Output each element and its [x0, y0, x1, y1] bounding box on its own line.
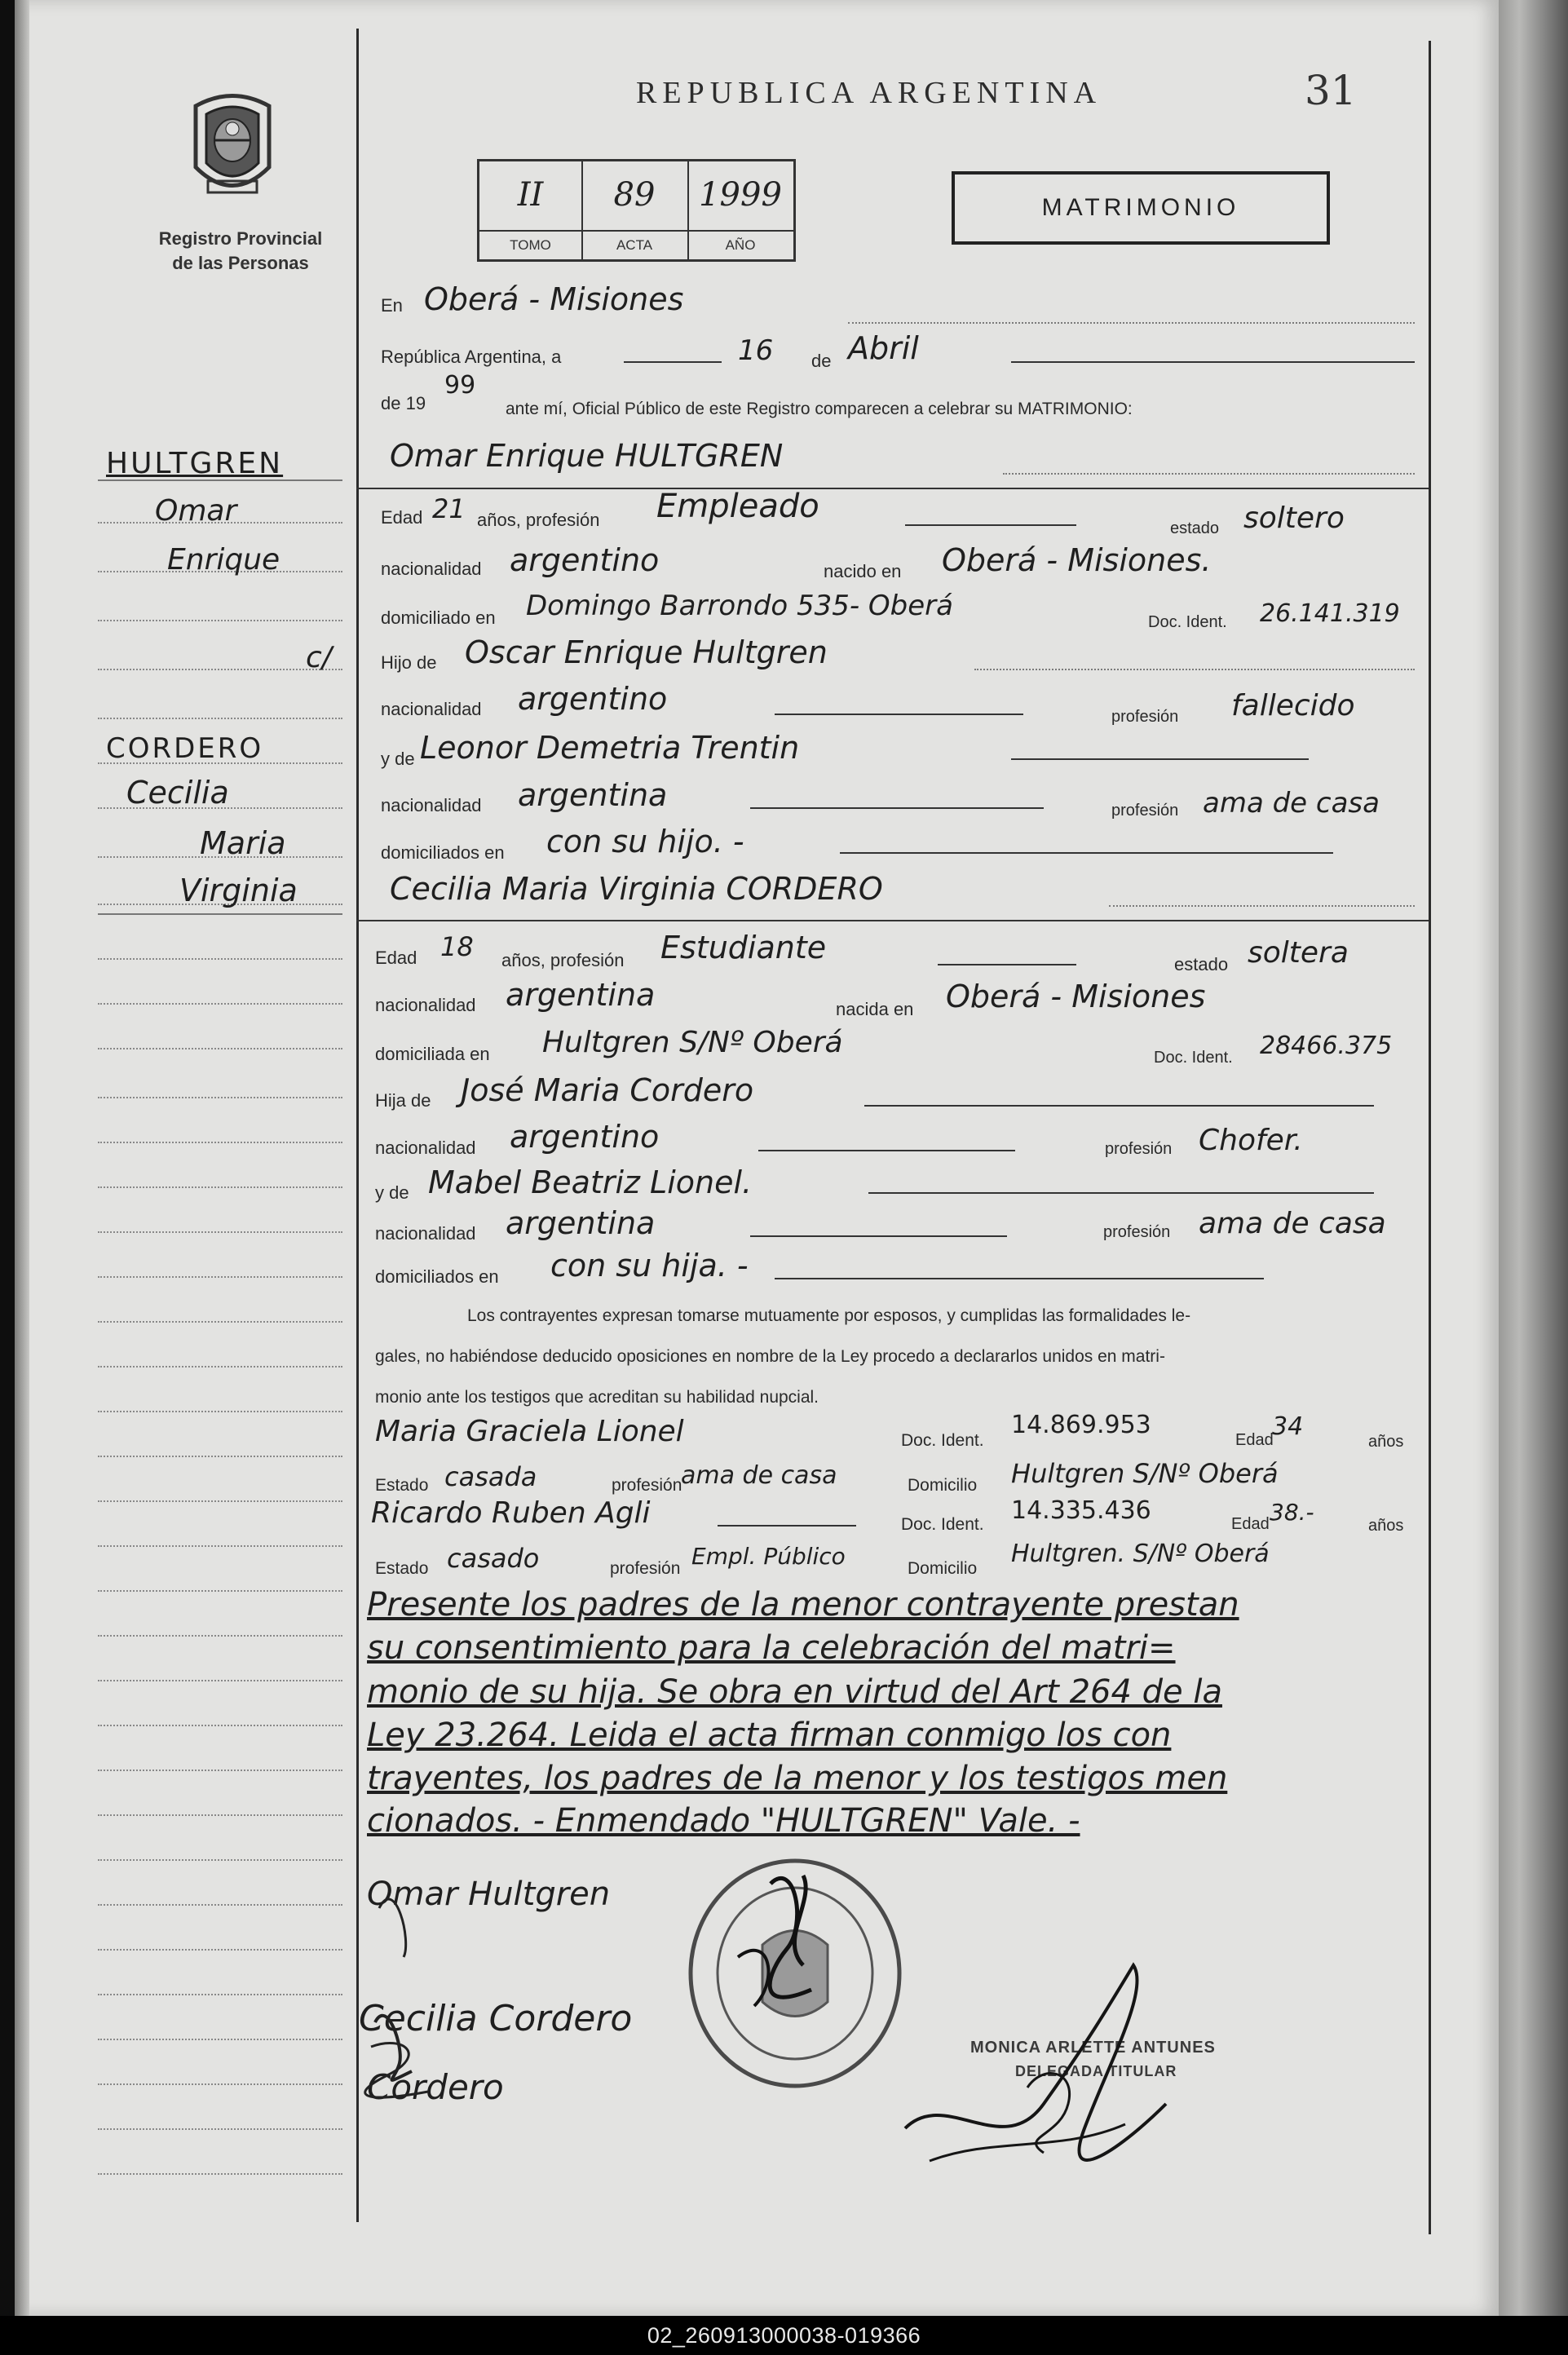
acta-label: ACTA [581, 230, 687, 259]
note-line-6: cionados. - Enmendado "HULTGREN" Vale. - [367, 1802, 1080, 1840]
stamp-name: MONICA ARLETTE ANTUNES [970, 2039, 1216, 2057]
groom-profesion-label: años, profesión [477, 510, 600, 530]
acta-cell [581, 161, 689, 259]
record-number-box [477, 159, 796, 262]
tomo-cell [479, 161, 583, 259]
de-label: de [811, 351, 832, 371]
witness1-profesion-label: profesión [612, 1476, 682, 1495]
groom-hijo-label: Hijo de [381, 652, 437, 673]
note-line-1: Presente los padres de la menor contrayente prestan [367, 1586, 1239, 1624]
bride-edad-label: Edad [375, 948, 417, 968]
bride-edad: 18 [440, 931, 474, 962]
groom-estado: soltero [1243, 501, 1345, 535]
groom-madre-nac-label: nacionalidad [381, 795, 482, 815]
intro-text: ante mí, Oficial Público de este Registro comparecen a celebrar su MATRIMONIO: [506, 400, 1133, 418]
declaration-line-3: monio ante los testigos que acreditan su habilidad nupcial. [375, 1388, 819, 1407]
registry-seal-icon [183, 90, 281, 204]
groom-padre-nac: argentino [518, 681, 668, 717]
witness2-edad: 38.- [1270, 1499, 1314, 1526]
record-type-box: MATRIMONIO [952, 171, 1330, 245]
stamp-title: DELEGADA TITULAR [1015, 2063, 1177, 2079]
margin-conj: c/ [306, 641, 332, 674]
note-line-4: Ley 23.264. Leida el acta firman conmigo los con [367, 1717, 1172, 1754]
bride-profesion: Estudiante [660, 930, 827, 965]
tomo-label: TOMO [479, 230, 581, 259]
note-line-3: monio de su hija. Se obra en virtud del Art 264 de la [367, 1673, 1222, 1711]
bride-hija-label: Hija de [375, 1090, 431, 1111]
witness2-domicilio: Hultgren. S/Nº Oberá [1011, 1540, 1270, 1568]
anio-cell [687, 161, 793, 259]
declaration-line-1: Los contrayentes expresan tomarse mutuamente por esposos, y cumplidas las formalidades le- [467, 1306, 1191, 1325]
bride-domiciliados: con su hija. - [550, 1248, 749, 1284]
groom-nacionalidad-label: nacionalidad [381, 559, 482, 579]
signature-father: Cordero [367, 2067, 504, 2107]
bride-estado: soltera [1248, 936, 1349, 970]
line [938, 964, 1076, 966]
groom-padre: Oscar Enrique Hultgren [465, 634, 828, 670]
groom-domiciliado-label: domiciliado en [381, 608, 496, 628]
witness2-doc-label: Doc. Ident. [901, 1515, 984, 1534]
bride-doc-label: Doc. Ident. [1154, 1049, 1233, 1067]
bride-profesion-label: años, profesión [501, 950, 625, 970]
dotted-line [1109, 905, 1415, 908]
line [750, 807, 1044, 810]
witness1-doc-label: Doc. Ident. [901, 1431, 984, 1450]
witness2-profesion-label: profesión [610, 1559, 681, 1578]
groom-nacido: Oberá - Misiones. [942, 542, 1212, 578]
place-value: Oberá - Misiones [424, 281, 684, 317]
line [864, 1105, 1374, 1107]
bride-nacida: Oberá - Misiones [946, 979, 1206, 1014]
bride-madre-prof-label: profesión [1103, 1223, 1171, 1241]
bride-padre: José Maria Cordero [461, 1072, 754, 1108]
republica-label: República Argentina, a [381, 347, 562, 367]
groom-profesion: Empleado [656, 488, 819, 525]
en-label: En [381, 295, 403, 316]
witness1-anos-label: años [1368, 1433, 1404, 1451]
witness2-edad-label: Edad [1231, 1515, 1270, 1533]
anio-label: AÑO [687, 230, 793, 259]
line [758, 1150, 1015, 1152]
groom-domiciliados: con su hijo. - [546, 824, 744, 859]
bride-padre-prof: Chofer. [1199, 1124, 1303, 1157]
bride-estado-label: estado [1174, 954, 1229, 974]
bride-y-de-label: y de [375, 1182, 409, 1203]
margin-surname-1: HULTGREN [106, 447, 284, 480]
official-seal-icon [681, 1851, 909, 2096]
signature-groom: Omar Hultgren [367, 1876, 611, 1913]
witness1-domicilio-label: Domicilio [908, 1476, 978, 1495]
groom-doc: 26.141.319 [1260, 599, 1400, 628]
witness2-domicilio-label: Domicilio [908, 1559, 978, 1578]
signature-bride: Cecilia Cordero [359, 1998, 633, 2039]
witness1-edad-label: Edad [1235, 1431, 1274, 1449]
groom-domicilio: Domingo Barrondo 535- Oberá [526, 590, 953, 622]
bride-madre-prof: ama de casa [1199, 1207, 1386, 1240]
groom-madre: Leonor Demetria Trentin [420, 730, 800, 766]
year-suffix: 99 [444, 371, 476, 400]
line [356, 488, 1429, 490]
official-signature-icon [881, 1941, 1223, 2177]
bride-doc: 28466.375 [1260, 1032, 1393, 1060]
margin-surname-2: CORDERO [106, 732, 264, 765]
witness2-estado-label: Estado [375, 1559, 429, 1578]
bride-nacionalidad: argentina [506, 977, 656, 1013]
groom-edad-label: Edad [381, 507, 423, 528]
groom-domiciliados-label: domiciliados en [381, 842, 505, 863]
witness1-domicilio: Hultgren S/Nº Oberá [1011, 1458, 1279, 1489]
witness2-profesion: Empl. Público [691, 1543, 846, 1570]
bride-madre-nac: argentina [506, 1205, 656, 1241]
line [868, 1192, 1374, 1195]
line [905, 524, 1076, 527]
witness1-estado-label: Estado [375, 1476, 429, 1495]
groom-doc-label: Doc. Ident. [1148, 613, 1227, 631]
witness2-doc: 14.335.436 [1011, 1496, 1151, 1525]
bride-domicilio: Hultgren S/Nº Oberá [542, 1026, 843, 1059]
spine-shadow [15, 0, 29, 2316]
witness1-edad: 34 [1272, 1412, 1304, 1441]
groom-madre-nac: argentina [518, 777, 668, 813]
bride-padre-nac-label: nacionalidad [375, 1138, 476, 1158]
day-value: 16 [738, 334, 774, 367]
line [750, 1235, 1007, 1238]
witness1-profesion: ama de casa [681, 1461, 837, 1490]
witness2-anos-label: años [1368, 1517, 1404, 1535]
line [718, 1525, 856, 1527]
groom-madre-prof-label: profesión [1111, 802, 1179, 820]
dotted-line [1003, 473, 1415, 475]
line [1011, 361, 1415, 364]
groom-estado-label: estado [1170, 519, 1220, 537]
year-prefix: de 19 [381, 393, 426, 413]
registry-line-1: Registro Provincial [158, 228, 323, 249]
note-line-5: trayentes, los padres de la menor y los testigos men [367, 1760, 1228, 1797]
bride-madre: Mabel Beatriz Lionel. [428, 1164, 753, 1200]
page-edge [1499, 0, 1568, 2316]
page-number: 31 [1305, 67, 1357, 114]
groom-edad: 21 [432, 493, 466, 524]
groom-nacionalidad: argentino [510, 542, 660, 578]
line [1011, 758, 1309, 761]
witness2-name: Ricardo Ruben Agli [371, 1496, 651, 1530]
signature-scribbles-icon [355, 1859, 599, 2136]
groom-padre-nac-label: nacionalidad [381, 699, 482, 719]
groom-madre-prof: ama de casa [1203, 787, 1380, 820]
groom-y-de-label: y de [381, 749, 415, 769]
margin-given-2b: Maria [200, 825, 286, 861]
witness1-name: Maria Graciela Lionel [375, 1415, 684, 1448]
dotted-line [848, 322, 1415, 325]
margin-given-1b: Enrique [167, 543, 280, 577]
line [624, 361, 722, 364]
image-code-footer: 02_260913000038-019366 [0, 2316, 1568, 2355]
acta-value: 89 [613, 176, 656, 214]
registry-name [122, 227, 359, 276]
groom-padre-prof-label: profesión [1111, 708, 1179, 726]
margin-given-2c: Virginia [179, 873, 298, 908]
month-value: Abril [848, 330, 919, 366]
tomo-value: II [517, 176, 544, 214]
republic-title: REPUBLICA ARGENTINA [636, 76, 1102, 110]
note-line-2: su consentimiento para la celebración del matri= [367, 1629, 1176, 1667]
line [775, 1278, 1264, 1280]
line [775, 714, 1023, 716]
line [356, 920, 1429, 922]
witness2-estado: casado [447, 1543, 540, 1574]
groom-padre-prof: fallecido [1231, 689, 1355, 722]
bride-name: Cecilia Maria Virginia CORDERO [390, 871, 883, 907]
declaration-line-2: gales, no habiéndose deducido oposiciones en nombre de la Ley procedo a declararlos unidos en matri- [375, 1347, 1165, 1366]
margin-given-2a: Cecilia [126, 775, 229, 811]
registry-line-2: de las Personas [172, 253, 309, 273]
bride-nacida-label: nacida en [836, 999, 914, 1019]
line [840, 852, 1333, 855]
right-column-rule [1429, 41, 1431, 2234]
witness1-doc: 14.869.953 [1011, 1411, 1151, 1439]
witness1-estado: casada [444, 1461, 537, 1492]
bride-domiciliados-label: domiciliados en [375, 1266, 499, 1287]
bride-domiciliada-label: domiciliada en [375, 1044, 490, 1064]
anio-value: 1999 [699, 176, 782, 214]
bride-padre-nac: argentino [510, 1119, 660, 1155]
groom-name: Omar Enrique HULTGREN [390, 438, 784, 474]
margin-given-1a: Omar [155, 494, 237, 528]
groom-nacido-label: nacido en [824, 561, 902, 581]
bride-nacionalidad-label: nacionalidad [375, 995, 476, 1015]
bride-madre-nac-label: nacionalidad [375, 1223, 476, 1244]
bride-padre-prof-label: profesión [1105, 1140, 1173, 1158]
dotted-line [974, 669, 1415, 671]
